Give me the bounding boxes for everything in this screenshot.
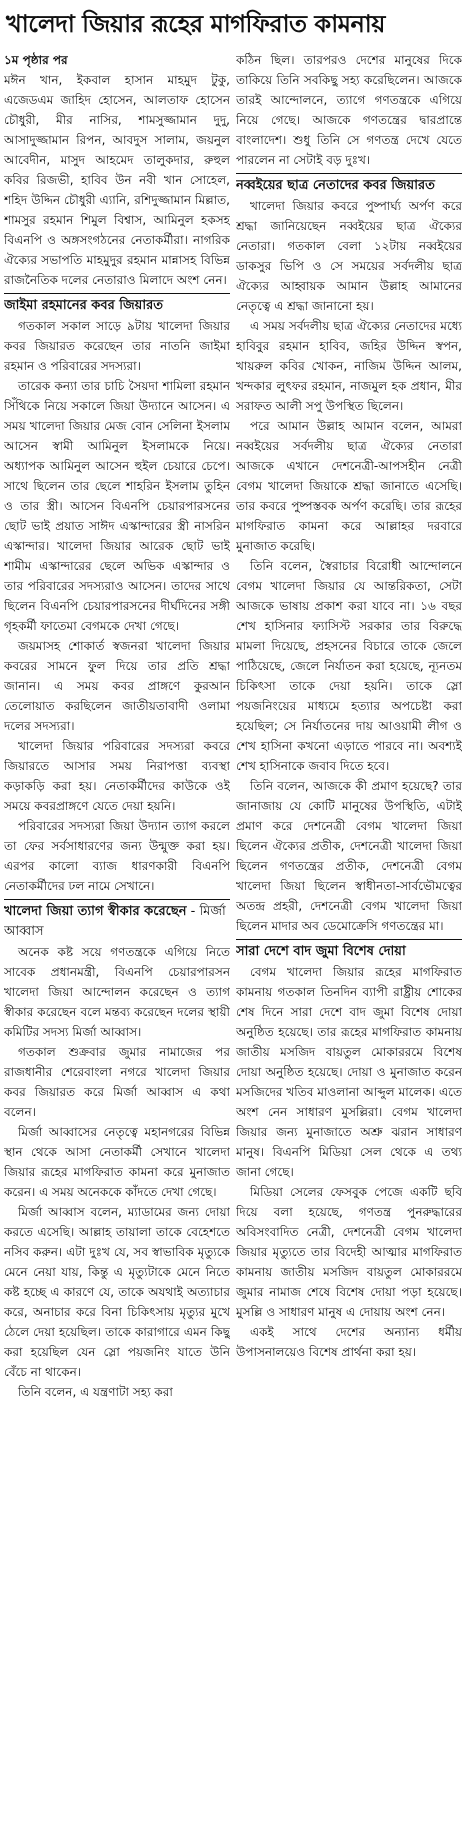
paragraph: পরিবারের সদস্যরা জিয়া উদ্যান ত্যাগ করলে তা ফের সর্বসাধারণের জন্য উন্মুক্ত করা হয়। এরপর কালো ব্যাজ ধারণকারী বিএনপি নেতাকর্মীদের ঢল নামে সেখানে। [4,819,230,893]
paragraph: অনেক কষ্ট সয়ে গণতন্ত্রকে এগিয়ে নিতে সাবেক প্রধানমন্ত্রী, বিএনপি চেয়ারপারসন খালেদা জিয়া আন্দোলন করেছেন ও ত্যাগ স্বীকার করেছেন বলে মন্তব্য করেছেন দলের স্থায়ী কমিটির সদস্য মির্জা আব্বাস। [4,945,230,1039]
subhead-byline: - মির্জা আব্বাস [4,904,226,939]
paragraph: খালেদা জিয়ার কবরে পুষ্পার্ঘ্য অর্পণ করে শ্রদ্ধা জানিয়েছেন নব্বইয়ের ছাত্র ঐক্যের নেতারা। গতকাল বেলা ১২টায় নব্বইয়ের ডাকসুর ভিপি ও সে সময়ের সর্বদলীয় ছাত্র ঐক্যের আহ্বায়ক আমান উল্লাহ আমানের নেতৃত্বে এ শ্রদ্ধা জানানো হয়। [236,199,462,313]
paragraph: কঠিন ছিল। তারপরও দেশের মানুষের দিকে তাকিয়ে তিনি সবকিছু সহ্য করেছিলেন। আজকে তারই আন্দোলনে, ত্যাগে গণতন্ত্রকে এগিয়ে নিয়ে গেছে। আজকে গণতন্ত্রের দ্বারপ্রান্তে বাংলাদেশ। শুধু তিনি সে গণতন্ত্র দেখে যেতে পারলেন না সেটাই বড় দুঃখ। [236,53,462,167]
paragraph: খালেদা জিয়ার পরিবারের সদস্যরা কবরে জিয়ারতে আসার সময় নিরাপত্তা ব্যবস্থা কড়াকড়ি করা হয়। নেতাকর্মীদের কাউকে ওই সময়ে কবরপ্রাঙ্গণে যেতে দেয়া হয়নি। [4,739,230,813]
paragraph-text: মঈন খান, ইকবাল হাসান মাহমুদ টুকু, এজেডএম জাহিদ হোসেন, আলতাফ হোসেন চৌধুরী, মীর নাসির, শামসুজ্জামান দুদু, আসাদুজ্জামান রিপন, আবদুস সালাম, জয়নুল আবেদীন, মাসুদ আহমেদ তালুকদার, রুহুল কবির রিজভী, হাবিব উন নবী খান সোহেল, শহিদ উদ্দিন চৌধুরী এ্যানি, রশিদুজ্জামান মিল্লাত, শামসুর রহমান শিমুল বিশ্বাস, আমিনুল হকসহ বিএনপি ও অঙ্গসংগঠনের নেতাকর্মীরা। নাগরিক ঐক্যের সভাপতি মাহমুদুর রহমান মান্নাসহ বিভিন্ন রাজনৈতিক দলের নেতারাও মিলাদে অংশ নেন। [4,73,230,287]
paragraph: তিনি বলেন, আজকে কী প্রমাণ হয়েছে? তার জানাজায় যে কোটি মানুষের উপস্থিতি, এটাই প্রমাণ করে দেশনেত্রী বেগম খালেদা জিয়া ছিলেন ঐক্যের প্রতীক, দেশনেত্রী খালেদা জিয়া ছিলেন গণতন্ত্রের প্রতীক, দেশনেত্রী বেগম খালেদা জিয়া ছিলেন স্বাধীনতা-সার্বভৌমত্বের অতন্দ্র প্রহরী, দেশনেত্রী বেগম খালেদা জিয়া ছিলেন মাদার অব ডেমোক্রেসি গণতন্ত্রের মা। [236,779,462,933]
paragraph: তিনি বলেন, এ যন্ত্রণাটা সহ্য করা [18,1385,173,1399]
article-columns [0,50,466,1402]
paragraph: তিনি বলেন, স্বৈরাচার বিরোধী আন্দোলনে বেগম খালেদা জিয়ার যে আন্তরিকতা, সেটা আজকে ভাষায় প্রকাশ করা যাবে না। ১৬ বছর শেখ হাসিনার ফ্যাসিস্ট সরকার তার বিরুদ্ধে মামলা দিয়েছে, প্রহসনের বিচারে তাকে জেলে পাঠিয়েছে, জেলে নির্যাতন করা হয়েছে, ন্যূনতম চিকিৎসা তাকে দেয়া হয়নি। তাকে স্লো পয়জনিংয়ের মাধ্যমে হত্যার অপচেষ্টা করা হয়েছিল; সে নির্যাতনের দায় আওয়ামী লীগ ও শেখ হাসিনা কখনো এড়াতে পারবে না। অবশ্যই শেখ হাসিনাকে জবাব দিতে হবে। [236,559,462,773]
paragraph: গতকাল শুক্রবার জুমার নামাজের পর রাজধানীর শেরেবাংলা নগরে খালেদা জিয়ার কবর জিয়ারত করে মির্জা আব্বাস এ কথা বলেন। [4,1045,230,1119]
paragraph: বেগম খালেদা জিয়ার রূহের মাগফিরাত কামনায় গতকাল তিনদিন ব্যাপী রাষ্ট্রীয় শোকের শেষ দিনে সারা দেশে বাদ জুমা বিশেষ দোয়া অনুষ্ঠিত হয়েছে। তার রূহের মাগফিরাত কামনায় জাতীয় মসজিদ বায়তুল মোকাররমে বিশেষ দোয়া অনুষ্ঠিত হয়েছে। দোয়া ও মুনাজাত করেন মসজিদের খতিব মাওলানা আব্দুল মালেক। এতে অংশ নেন সাধারণ মুসল্লিরা। বেগম খালেদা জিয়ার জন্য মুনাজাতে অশ্রু ঝরান সাধারণ মানুষ। বিএনপি মিডিয়া সেল থেকে এ তথ্য জানা গেছে। [236,965,462,1179]
subhead-zaima-rahman: জাইমা রহমানের কবর জিয়ারত [4,298,163,313]
subhead-special-prayer: সারা দেশে বাদ জুমা বিশেষ দোয়া [236,944,406,959]
continued-from-marker: ১ম পৃষ্ঠার পর [4,53,68,67]
paragraph: মির্জা আব্বাসের নেতৃত্বে মহানগরের বিভিন্ন স্থান থেকে আসা নেতাকর্মী সেখানে খালেদা জিয়ার রূহের মাগফিরাত কামনা করে মুনাজাত করেন। এ সময় অনেককে কাঁদতে দেখা গেছে। [4,1125,230,1199]
right-column [236,50,462,1402]
paragraph: তারেক কন্যা তার চাচি সৈয়দা শামিলা রহমান সিঁথিকে নিয়ে সকালে জিয়া উদ্যানে আসেন। এ সময় খালেদা জিয়ার মেজ বোন সেলিনা ইসলাম আসেন স্বামী আমিনুল ইসলামকে নিয়ে। অধ্যাপক আমিনুল আসেন হুইল চেয়ারে চেপে। সাথে ছিলেন তার ছেলে শাহরিন ইসলাম তুহিন ও তার স্ত্রী। আসেন বিএনপি চেয়ারপারসনের ছোট ভাই প্রয়াত সাঈদ এস্কান্দারের স্ত্রী নাসরিন এস্কান্দার। খালেদা জিয়ার আরেক ছোট ভাই শামীম এস্কান্দারের ছেলে অভিক এস্কান্দার ও তার পরিবারের সদস্যরাও আসেন। তাদের সাথে ছিলেন বিএনপি চেয়ারপারসনের দীর্ঘদিনের সঙ্গী গৃহকর্মী ফাতেমা বেগমকে দেখা গেছে। [4,379,230,633]
subhead-mirza-abbas [4,902,230,942]
paragraph: এ সময় সর্বদলীয় ছাত্র ঐক্যের নেতাদের মধ্যে হাবিবুর রহমান হাবিব, জহির উদ্দিন স্বপন, খায়রুল কবির খোকন, নাজিম উদ্দিন আলম, খন্দকার লুৎফর রহমান, নাজমুল হক প্রধান, মীর সরাফত আলী সপু উপস্থিত ছিলেন। [236,319,462,413]
subhead-student-leaders: নব্বইয়ের ছাত্র নেতাদের কবর জিয়ারত [236,178,435,193]
section-divider [4,899,230,900]
paragraph: মিডিয়া সেলের ফেসবুক পেজে একটি ছবি দিয়ে বলা হয়েছে, গণতন্ত্র পুনরুদ্ধারের অবিসংবাদিত নেত্রী, দেশনেত্রী বেগম খালেদা জিয়ার মৃত্যুতে তার বিদেহী আত্মার মাগফিরাত কামনায় জাতীয় মসজিদ বায়তুল মোকাররমে জুমার নামাজ শেষে বিশেষ দোয়া পড়া হয়েছে। মুসল্লি ও সাধারণ মানুষ এ দোয়ায় অংশ নেন। [236,1185,462,1319]
paragraph: মির্জা আব্বাস বলেন, ম্যাডামের জন্য দোয়া করতে এসেছি। আল্লাহ তায়ালা তাকে বেহেশতে নসিব করুন। এটা দুঃখ যে, সব স্বাভাবিক মৃত্যুকে মেনে নেয়া যায়, কিন্তু এ মৃত্যুটাকে মেনে নিতে কষ্ট হচ্ছে এ কারণে যে, তাকে অযথাই অত্যাচার করে, অনাচার করে বিনা চিকিৎসায় মৃত্যুর মুখে ঠেলে দেয়া হয়েছিল। তাকে কারাগারে এমন কিছু করা হয়েছিল যেন স্লো পয়জনিং যাতে উনি বেঁচে না থাকেন। [4,1205,230,1379]
paragraph: জয়মাসহ শোকার্ত স্বজনরা খালেদা জিয়ার কবরের সামনে ফুল দিয়ে তার প্রতি শ্রদ্ধা জানান। এ সময় কবর প্রাঙ্গণে কুরআন তেলোয়াত করছিলেন জাতীয়তাবাদী ওলামা দলের সদস্যরা। [4,639,230,733]
continuation-paragraph [4,50,230,290]
paragraph: গতকাল সকাল সাড়ে ৯টায় খালেদা জিয়ার কবর জিয়ারত করেছেন তার নাতনি জাইমা রহমান ও পরিবারের সদস্যরা। [4,319,230,373]
section-divider [4,293,230,294]
headline: খালেদা জিয়ার রূহের মাগফিরাত কামনায় [6,10,385,38]
subhead-text: খালেদা জিয়া ত্যাগ স্বীকার করেছেন [4,904,187,919]
paragraph: পরে আমান উল্লাহ আমান বলেন, আমরা নব্বইয়ের সর্বদলীয় ছাত্র ঐক্যের নেতারা আজকে এখানে দেশনেত্রী-আপসহীন নেত্রী বেগম খালেদা জিয়াকে শ্রদ্ধা জানাতে এসেছি। তার কবরে পুষ্পস্তবক অর্পণ করেছি। তার রূহের মাগফিরাত কামনা করে আল্লাহর দরবারে মুনাজাত করেছি। [236,419,462,553]
paragraph: একই সাথে দেশের অন্যান্য ধর্মীয় উপাসনালয়েও বিশেষ প্রার্থনা করা হয়। [236,1325,462,1359]
section-divider [236,173,462,174]
left-column [4,50,230,1402]
section-divider [236,939,462,940]
